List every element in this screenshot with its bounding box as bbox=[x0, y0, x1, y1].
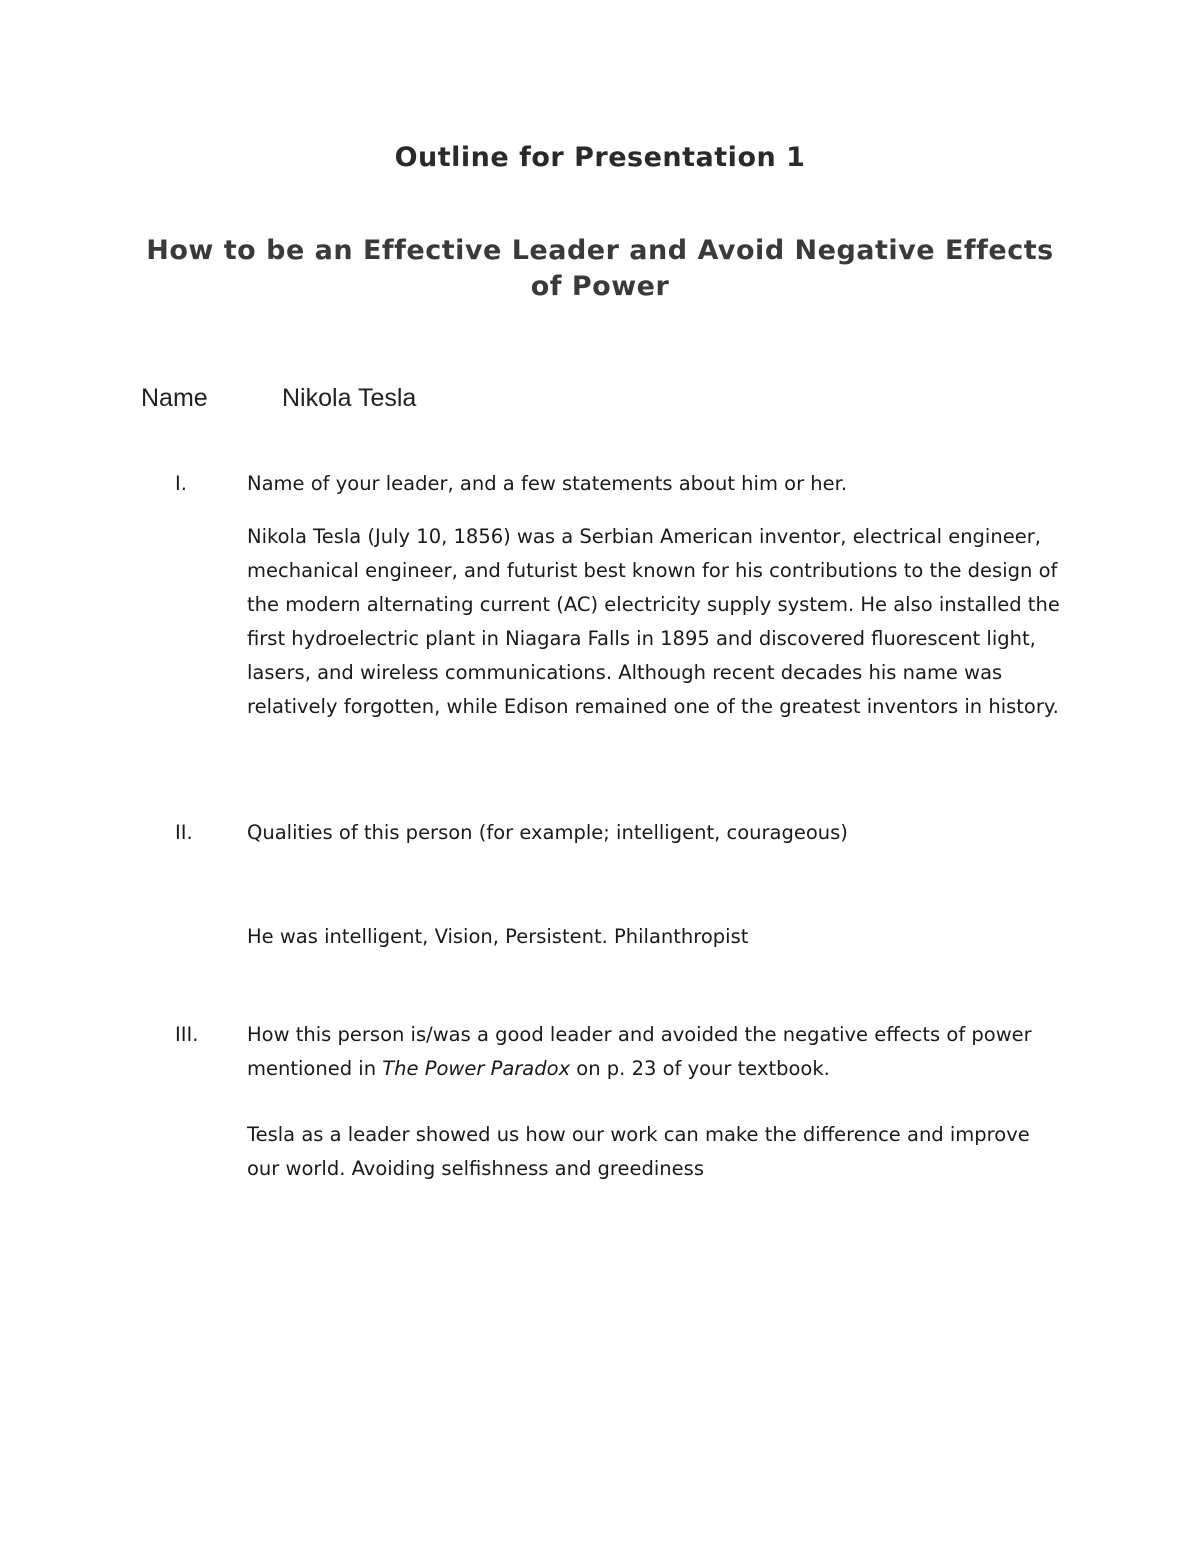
page-title: Outline for Presentation 1 bbox=[394, 142, 806, 173]
name-value: Nikola Tesla bbox=[282, 384, 417, 412]
book-title: The Power Paradox bbox=[382, 1057, 571, 1080]
section-body: He was intelligent, Vision, Persistent. Philanthropist bbox=[247, 925, 749, 948]
section-numeral: II. bbox=[175, 821, 193, 844]
section-heading-text: on p. 23 of your textbook. bbox=[570, 1057, 830, 1080]
section-body: Tesla as a leader showed us how our work can make the difference and improve our world. Avoiding selfishness and greediness bbox=[247, 1123, 1030, 1180]
name-label: Name bbox=[141, 384, 208, 412]
section-heading: Name of your leader, and a few statements about him or her. bbox=[247, 472, 848, 495]
section-body: Nikola Tesla (July 10, 1856) was a Serbian American inventor, electrical engineer, mechanical engineer, and futurist best known for his contributions to the design of the modern alternating current (AC) electricity supply system. He also installed the first hydroelectric plant in Niagara Falls in 1895 and discovered fluorescent light, lasers, and wireless communications. Although recent decades his name was relatively forgotten, while Edison remained one of the greatest inventors in history. bbox=[247, 525, 1060, 718]
section-numeral: I. bbox=[175, 472, 187, 495]
page-subtitle: How to be an Effective Leader and Avoid Negative Effects of Power bbox=[146, 235, 1054, 302]
section-heading: Qualities of this person (for example; intelligent, courageous) bbox=[247, 821, 848, 844]
section-heading-text: How this person is/was a good leader and avoided the negative effects of power mentioned in bbox=[247, 1023, 1032, 1080]
section-numeral: III. bbox=[175, 1023, 199, 1046]
section-heading bbox=[247, 1018, 1067, 1086]
